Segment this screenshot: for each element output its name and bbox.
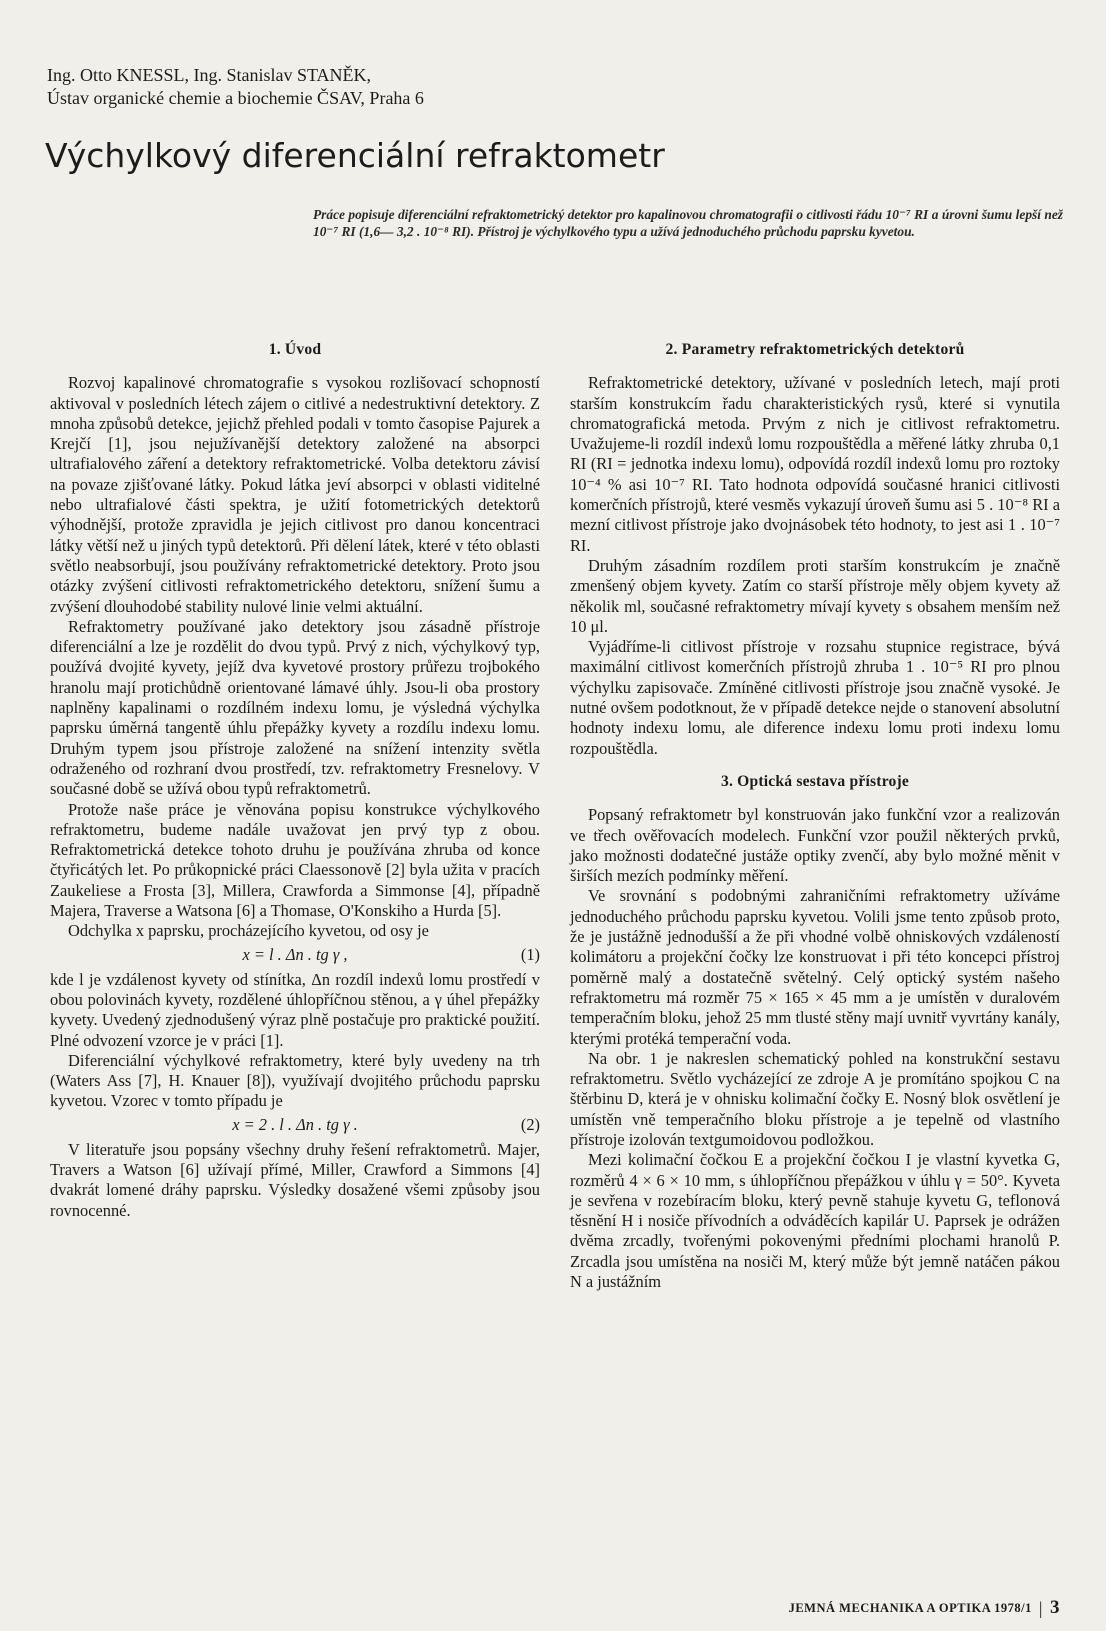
section-heading-intro: 1. Úvod bbox=[268, 341, 322, 358]
author-block bbox=[47, 64, 747, 110]
equation-2-formula: x = 2 . l . Δn . tg γ . bbox=[232, 1114, 358, 1134]
authors-line: Ing. Otto KNESSL, Ing. Stanislav STANĚK, bbox=[47, 65, 372, 85]
paragraph: Refraktometry používané jako detektory jsou zásadně přístroje diferenciální a lze je rozdělit do dvou typů. Prvý z nich, výchylkový typ, používá dvojité kyvety, jejíž dva kyvetové prostory průřezu trojbokého hranolu mají protichůdně orientované lámavé úhly. Jsou-li oba prostory naplněny kapalinami o rozdílném indexu lomu, je výsledná výchylka paprsku úměrná tangentě úhlu přepážky kyvety a rozdílu indexu lomu. Druhým typem jsou přístroje založené na snížení intenzity světla odraženého od rozhraní dvou prostředí, tzv. refraktometry Fresnelovy. V současné době se užívá obou typů refraktometrů. bbox=[50, 616, 540, 799]
paragraph: Na obr. 1 je nakreslen schematický pohled na konstrukční sestavu refraktometru. Světlo vycházející ze zdroje A je promítáno spojkou C na štěrbinu D, která je v ohnisku kolimační čočky E. Nosný blok osvětlení je umístěn vně temperačního bloku přístroje a je tepelně od vlastního přístroje izolován textgumoidovou podložkou. bbox=[570, 1048, 1060, 1149]
paragraph: Refraktometrické detektory, užívané v posledních letech, mají proti starším konstrukcím řadu charakteristických rysů, které si vynutila chromatografická metoda. Prvým z nich je citlivost refraktometru. Uvažujeme-li rozdíl indexů lomu rozpouštědla a měřené látky zhruba 0,1 RI (RI = jednotka indexu lomu), odpovídá rozdíl indexů lomu pro roztoky 10⁻⁴ % asi 10⁻⁷ RI. Tato hodnota odpovídá současné hranici citlivosti komerčních přístrojů, které vesměs vykazují úroveň šumu asi 5 . 10⁻⁸ RI a mezní citlivost přístroje jako dvojnásobek této hodnoty, to jest asi 1 . 10⁻⁷ RI. bbox=[570, 373, 1060, 555]
section-heading-parameters: 2. Parametry refraktometrických detektorů bbox=[665, 341, 965, 358]
paragraph: Mezi kolimační čočkou E a projekční čočkou I je vlastní kyvetka G, rozměrů 4 × 6 × 10 mm, s úhlopříčnou přepážkou v úhlu γ = 50°. Kyveta je sevřena v rozebíracím bloku, který pevně stahuje kyvetu G, teflonová těsnění H i nosiče přívodních a odváděcích kapilár U. Paprsek je odrážen dvěma zrcadly, tvořenými pokovenými předními plochami hranolů P. Zrcadla jsou umístěna na nosiči M, který může být jemně natáčen pákou N a justážním bbox=[570, 1150, 1060, 1292]
paragraph: Druhým zásadním rozdílem proti starším konstrukcím je značně zmenšený objem kyvety. Zatím co starší přístroje měly objem kyvety až několik ml, současné refraktometry mívají kyvety s obsahem menším než 10 μl. bbox=[570, 555, 1060, 636]
paragraph: Vyjádříme-li citlivost přístroje v rozsahu stupnice registrace, bývá maximální citlivost komerčních přístrojů zhruba 1 . 10⁻⁵ RI pro plnou výchylku zapisovače. Zmíněné citlivosti přístroje jsou značně vysoké. Je nutné ovšem podotknout, že v případě detekce nejde o stanovení absolutní hodnoty indexu lomu, ale diference indexu lomu proti indexu lomu rozpouštědla. bbox=[570, 637, 1060, 758]
page-number: 3 bbox=[1050, 1597, 1060, 1618]
article-title: Výchylkový diferenciální refraktometr bbox=[45, 136, 665, 175]
abstract: Práce popisuje diferenciální refraktometrický detektor pro kapalinovou chromatografii o citlivosti řádu 10⁻⁷ RI a úrovni šumu lepší než 10⁻⁷ RI (1,6— 3,2 . 10⁻⁸ RI). Přístroj je výchylkového typu a užívá jednoduchého průchodu paprsku kyvetou. bbox=[313, 207, 1063, 239]
paragraph: Ve srovnání s podobnými zahraničními refraktometry užíváme jednoduchého průchodu paprsku kyvetou. Volili jsme tento způsob proto, že je justážně jednodušší a že při vhodné volbě ohniskových vzdáleností kolimátoru a projekční čočky lze konstruovat i při této koncepci přístroj poměrně malý a dostatečně světelný. Celý optický systém našeho refraktometru má rozměr 75 × 165 × 45 mm a je umístěn v duralovém temperačním bloku, jehož 25 mm tlusté stěny mají uvnitř vyvrtány kanály, kterými protéká temperační voda. bbox=[570, 886, 1060, 1048]
paragraph: Diferenciální výchylkové refraktometry, které byly uvedeny na trh (Waters Ass [7], H. Knauer [8]), využívají dvojitého průchodu paprsku kyvetou. Vzorec v tomto případu je bbox=[50, 1050, 540, 1111]
section-heading-optics: 3. Optická sestava přístroje bbox=[720, 772, 910, 790]
journal-name: JEMNÁ MECHANIKA A OPTIKA 1978/1 bbox=[788, 1600, 1032, 1615]
footer-separator: | bbox=[1038, 1597, 1043, 1618]
affiliation-line: Ústav organické chemie a biochemie ČSAV, Praha 6 bbox=[47, 88, 424, 108]
equation-1-number: (1) bbox=[520, 944, 540, 964]
equation-1 bbox=[50, 945, 540, 967]
equation-2-number: (2) bbox=[520, 1114, 540, 1134]
paragraph: Rozvoj kapalinové chromatografie s vysokou rozlišovací schopností aktivoval v posledních létech zájem o citlivé a nedestruktivní detektory. Z mnoha způsobů detekce, jejichž přehled podali v tomto časopise Pajurek a Krejčí [1], jsou nejužívanější detektory založené na absorpci ultrafialového záření a detektory refraktometrické. Volba detektoru závisí na povaze zjišťované látky. Pokud látka jeví absorpci v oblasti viditelné nebo ultrafialové části spektra, je užití fotometrických detektorů výhodnější, protože zpravidla je jejich citlivost pro danou koncentraci látky větší než u jiných typů detektorů. Při dělení látek, které v této oblasti světlo neabsorbují, jsou používány refraktometrické detektory. Proto jsou otázky zvýšení citlivosti refraktometrického detektoru, snížení šumu a zvýšení dlouhodobé stability nulové linie velmi aktuální. bbox=[50, 373, 540, 616]
paragraph: V literatuře jsou popsány všechny druhy řešení refraktometrů. Majer, Travers a Watson [6] užívají přímé, Miller, Crawford a Simmons [4] dvakrát lomené dráhy paprsku. Výsledky dosažené všemi způsoby jsou rovnocenné. bbox=[50, 1139, 540, 1220]
paragraph: Odchylka x paprsku, procházejícího kyvetou, od osy je bbox=[68, 921, 429, 941]
paragraph: Protože naše práce je věnována popisu konstrukce výchylkového refraktometru, budeme nadále uvažovat jen prvý typ z obou. Refraktometrická detekce tohoto druhu je používána zhruba od konce čtyřicátých let. Po průkopnické práci Claessonově [2] byla užita v pracích Zaukeliese a Frosta [3], Millera, Crawforda a Simmonse [4], případně Majera, Traverse a Watsona [6] a Thomase, O'Konskiho a Hurda [5]. bbox=[50, 799, 540, 921]
right-column bbox=[570, 340, 1060, 1292]
paragraph: kde l je vzdálenost kyvety od stínítka, Δn rozdíl indexů lomu prostředí v obou polovinách kyvety, rozdělené úhlopříčnou stěnou, a γ úhel přepážky kyvety. Uvedený zjednodušený výraz plně postačuje pro praktické použití. Plné odvození vzorce je v práci [1]. bbox=[50, 969, 540, 1050]
left-column bbox=[50, 340, 540, 1221]
equation-2 bbox=[50, 1115, 540, 1137]
paragraph: Popsaný refraktometr byl konstruován jako funkční vzor a realizován ve třech ověřovacích modelech. Funkční vzor použil některých prvků, jako možnosti dodatečné justáže optiky zvenčí, aby bylo možné měnit v širších mezích podmínky měření. bbox=[570, 805, 1060, 886]
equation-1-formula: x = l . Δn . tg γ , bbox=[242, 944, 348, 964]
page-footer bbox=[760, 1597, 1060, 1619]
